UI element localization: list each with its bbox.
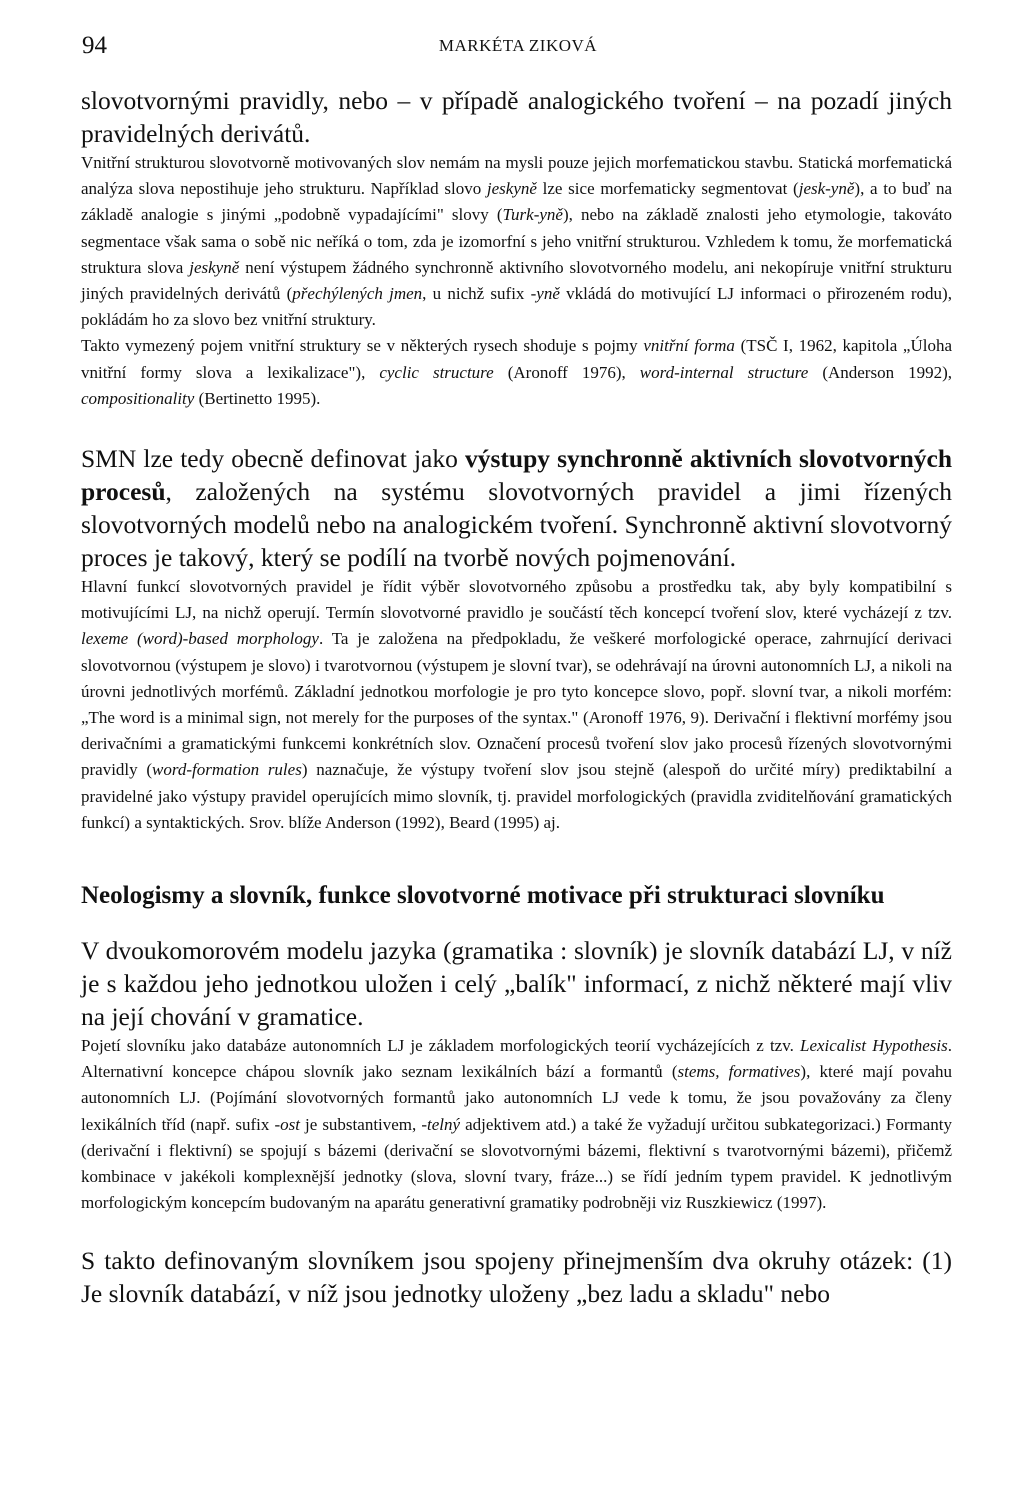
paragraph-internal-structure: Vnitřní strukturou slovotvorně motivovaných slov nemám na mysli pouze jejich morfematickou stavbu. Statická morfematická analýza slova nepostihuje jeho strukturu. Například slovo jeskyně lze sice morfematicky segmentovat (jesk-yně), a to buď na základě analogie s jinými „podobně vypadajícími" slovy (Turk-yně), nebo na základě znalosti jeho etymologie, takováto segmentace však sama o sobě nic neříká o tom, zda je izomorfní s jeho vnitřní strukturou. Vzhledem k tomu, že morfematická struktura slova jeskyně není výstupem žádného synchronně aktivního slovotvorného modelu, ani nekopíruje vnitřní strukturu jiných pravidelných derivátů (přechýlených jmen, u nichž sufix -yně vkládá do motivující LJ informaci o přirozeném rodu), pokládám ho za slovo bez vnitřní struktury. <box>81 153 953 330</box>
paragraph-word-formation-rules: Hlavní funkcí slovotvorných pravidel je řídit výběr slovotvorného způsobu a prostředku tak, aby byly kompatibilní s motivujícími LJ, na nichž operují. Termín slovotvorné pravidlo je součástí těch koncepcí tvoření slov, které vycházejí z tzv. lexeme (word)-based morphology. Ta je založena na předpokladu, že veškeré morfologické operace, zahrnující derivaci slovotvornou (výstupem je slovo) i tvarotvornou (výstupem je slovní tvar), se odehrávají na úrovni autonomních LJ, a nikoli na úrovni jednotlivých morfémů. Základní jednotkou morfologie je pro tyto koncepce slovo, popř. slovní tvar, a nikoli morfém: „The word is a minimal sign, not merely for the purposes of the syntax." (Aronoff 1976, 9). Derivační i flektivní morfémy jsou derivačními a gramatickými funkcemi konkrétních slov. Označení procesů tvoření slov jako procesů řízených slovotvornými pravidly (word-formation rules) naznačuje, že výstupy tvoření slov jsou stejně (alespoň do určité míry) prediktabilní a pravidelné jako výstupy pravidel operujících mimo slovník, tj. pravidel morfologických (pravidla zviditelňování gramatických funkcí) a syntaktických. Srov. blíže Anderson (1992), Beard (1995) aj. <box>81 577 952 832</box>
spacer <box>81 412 952 442</box>
paragraph-related-terms: Takto vymezený pojem vnitřní struktury se v některých rysech shoduje s pojmy vnitřní forma (TSČ I, 1962, kapitola „Úloha vnitřní formy slova a lexikalizace"), cyclic structure (Aronoff 1976), word-internal structure (Anderson 1992), compositionality (Bertinetto 1995). <box>81 336 953 408</box>
paragraph-lexicon-model: V dvoukomorovém modelu jazyka (gramatika : slovník) je slovník databází LJ, v níž je s každou jeho jednotkou uložen i celý „balík" informací, z nichž některé mají vliv na její chování v gramatice. <box>81 936 952 1032</box>
spacer <box>81 836 952 880</box>
page-header <box>82 32 954 62</box>
spacer <box>81 912 952 934</box>
section-heading: Neologismy a slovník, funkce slovotvorné motivace při strukturaci slovníku <box>81 882 885 910</box>
page-body <box>81 84 952 1310</box>
paragraph-lexicalist-hypothesis: Pojetí slovníku jako databáze autonomních LJ je základem morfologických teorií vycházejících z tzv. Lexicalist Hypothesis. Alternativní koncepce chápou slovník jako seznam lexikálních bází a formantů (stems, formatives), které mají povahu autonomních LJ. (Pojímání slovotvorných formantů jako autonomních LJ vede k tomu, že jsou považovány za členy lexikálních tříd (např. sufix -ost je substantivem, -telný adjektivem atd.) a také že vyžadují určitou subkategorizaci.) Formanty (derivační i flektivní) se spojují s bázemi (derivační se slovotvornými bázemi, flektivní s tvarotvornými bázemi), přičemž kombinace v jakékoli komplexnější jednotky (slova, slovní tvary, fráze...) se řídí jedním typem pravidel. K jednotlivým morfologickým koncepcím budovaným na aparátu generativní gramatiky podrobněji viz Ruszkiewicz (1997). <box>81 1036 952 1213</box>
paragraph-large-continuation: slovotvornými pravidly, nebo – v případě analogického tvoření – na pozadí jiných pravidelných derivátů. <box>81 86 952 148</box>
paragraph-smn-definition: SMN lze tedy obecně definovat jako výstupy synchronně aktivních slovotvorných procesů, založených na systému slovotvorných pravidel a jimi řízených slovotvorných modelů nebo na analogickém tvoření. Synchronně aktivní slovotvorný proces je takový, který se podílí na tvorbě nových pojmenování. <box>81 444 952 573</box>
spacer <box>81 1216 952 1244</box>
running-head: MARKÉTA ZIKOVÁ <box>438 36 598 55</box>
paragraph-questions: S takto definovaným slovníkem jsou spojeny přinejmenším dva okruhy otázek: (1) Je slovník databází, v níž jsou jednotky uloženy „bez ladu a skladu" nebo <box>81 1246 952 1309</box>
page-number: 94 <box>82 32 107 59</box>
